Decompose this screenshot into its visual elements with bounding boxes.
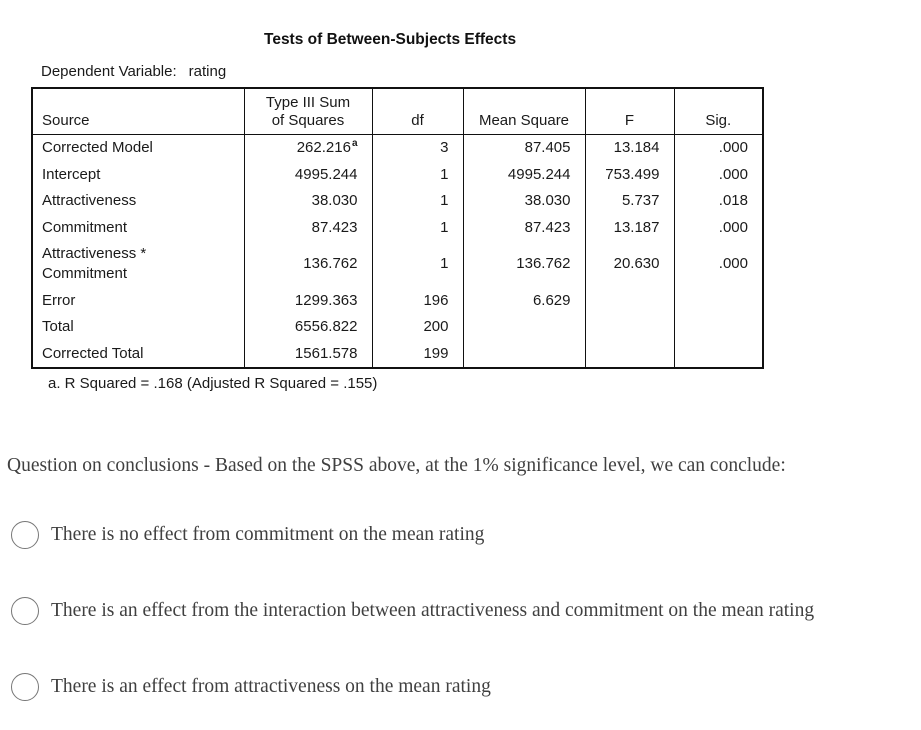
row-sig bbox=[674, 341, 763, 369]
anova-table bbox=[31, 87, 764, 369]
header-f: F bbox=[585, 88, 674, 135]
radio-button[interactable] bbox=[11, 673, 39, 701]
row-df: 196 bbox=[372, 287, 463, 314]
table-row bbox=[32, 341, 763, 369]
row-source-line2: Commitment bbox=[42, 265, 128, 283]
answer-option-2[interactable] bbox=[11, 597, 814, 625]
table-footnote: a. R Squared = .168 (Adjusted R Squared = .155) bbox=[48, 375, 378, 392]
dependent-variable bbox=[41, 63, 226, 80]
row-ss: 1299.363 bbox=[244, 287, 372, 314]
row-sig bbox=[674, 287, 763, 314]
row-ss: 6556.822 bbox=[244, 314, 372, 341]
row-source-line1: Attractiveness * bbox=[42, 245, 147, 263]
row-sig bbox=[674, 314, 763, 341]
row-sig: .000 bbox=[718, 165, 748, 183]
table-title: Tests of Between-Subjects Effects bbox=[264, 31, 517, 48]
answer-option-1[interactable] bbox=[11, 521, 484, 549]
row-df: 1 bbox=[372, 215, 463, 242]
row-ms bbox=[463, 341, 585, 369]
row-f: 5.737 bbox=[585, 188, 674, 215]
row-source: Attractiveness bbox=[32, 188, 244, 215]
radio-button[interactable] bbox=[11, 521, 39, 549]
table-row bbox=[32, 162, 763, 189]
row-f bbox=[585, 287, 674, 314]
header-ss-line1: Type III Sum bbox=[265, 94, 351, 111]
row-df: 199 bbox=[372, 341, 463, 369]
header-source: Source bbox=[32, 88, 244, 135]
row-f bbox=[585, 314, 674, 341]
row-ss: 4995.244 bbox=[244, 162, 372, 189]
row-df: 1 bbox=[372, 241, 463, 287]
row-sig: .000 bbox=[718, 255, 748, 273]
row-df: 200 bbox=[372, 314, 463, 341]
question-text: Question on conclusions - Based on the SPSS above, at the 1% significance level, we can conclude: bbox=[7, 455, 786, 476]
row-f: 13.184 bbox=[585, 135, 674, 162]
row-ss: 38.030 bbox=[244, 188, 372, 215]
table-row bbox=[32, 135, 763, 162]
dependent-variable-value: rating bbox=[188, 63, 227, 80]
row-ms: 87.423 bbox=[463, 215, 585, 242]
row-ms bbox=[463, 314, 585, 341]
answer-option-label[interactable]: There is an effect from attractiveness on the mean rating bbox=[51, 676, 491, 697]
row-sig: .018 bbox=[718, 192, 748, 210]
row-source: Corrected Model bbox=[32, 135, 244, 162]
row-sig: .000 bbox=[718, 139, 748, 157]
row-df: 1 bbox=[372, 188, 463, 215]
row-source: Corrected Total bbox=[32, 341, 244, 369]
row-sig: .000 bbox=[718, 219, 748, 237]
row-ms: 136.762 bbox=[463, 241, 585, 287]
table-row bbox=[32, 188, 763, 215]
row-f: 13.187 bbox=[585, 215, 674, 242]
row-source: Commitment bbox=[32, 215, 244, 242]
header-sig: Sig. bbox=[674, 88, 763, 135]
row-ms: 87.405 bbox=[463, 135, 585, 162]
row-ss-value: 262.216 bbox=[296, 139, 351, 157]
table-row bbox=[32, 215, 763, 242]
table-header-row bbox=[32, 88, 763, 135]
header-mean-square: Mean Square bbox=[463, 88, 585, 135]
row-ss bbox=[244, 135, 372, 162]
row-f bbox=[585, 341, 674, 369]
row-f: 753.499 bbox=[585, 162, 674, 189]
header-ss-line2: of Squares bbox=[271, 112, 345, 129]
row-f: 20.630 bbox=[585, 241, 674, 287]
answer-option-label[interactable]: There is no effect from commitment on the mean rating bbox=[51, 524, 485, 545]
answer-option-label[interactable]: There is an effect from the interaction between attractiveness and commitment on the mean rating bbox=[51, 600, 815, 621]
row-ms: 6.629 bbox=[463, 287, 585, 314]
table-row bbox=[32, 314, 763, 341]
row-df: 1 bbox=[372, 162, 463, 189]
row-ss: 136.762 bbox=[244, 241, 372, 287]
row-ms: 38.030 bbox=[463, 188, 585, 215]
table-row bbox=[32, 287, 763, 314]
row-ss: 87.423 bbox=[244, 215, 372, 242]
answer-option-3[interactable] bbox=[11, 673, 491, 701]
header-df: df bbox=[372, 88, 463, 135]
header-sum-of-squares bbox=[244, 88, 372, 135]
radio-button[interactable] bbox=[11, 597, 39, 625]
row-source bbox=[32, 241, 244, 287]
row-ss: 1561.578 bbox=[244, 341, 372, 369]
table-row bbox=[32, 241, 763, 287]
row-ms: 4995.244 bbox=[463, 162, 585, 189]
row-source: Intercept bbox=[32, 162, 244, 189]
row-source: Total bbox=[32, 314, 244, 341]
footnote-marker: a bbox=[351, 138, 358, 150]
dependent-variable-label: Dependent Variable: bbox=[41, 63, 177, 80]
row-df: 3 bbox=[372, 135, 463, 162]
row-source: Error bbox=[32, 287, 244, 314]
